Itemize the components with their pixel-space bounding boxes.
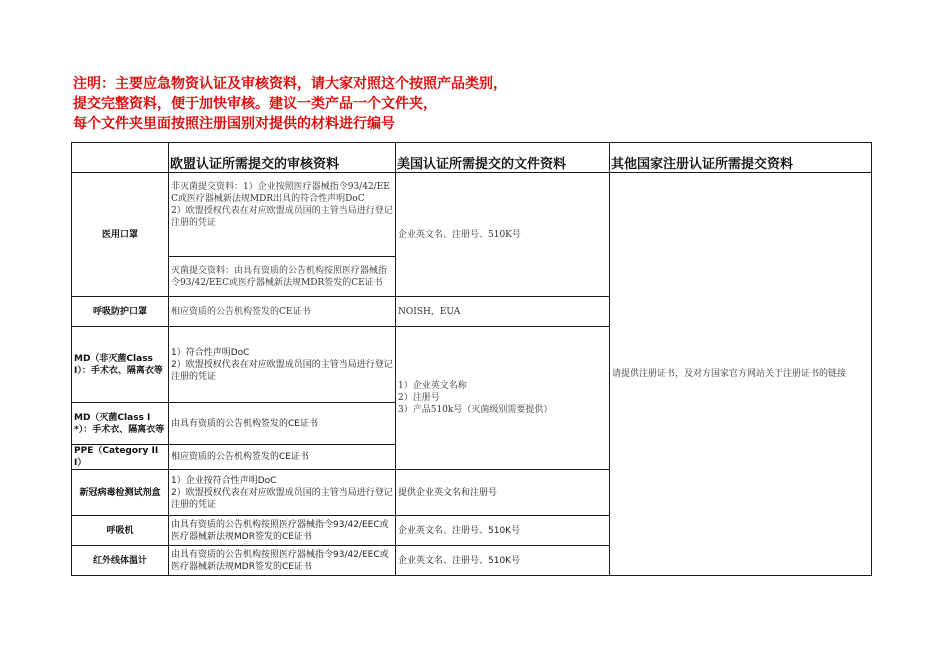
note-line-3: 每个文件夹里面按照注册国别对提供的材料进行编号 (73, 116, 395, 132)
category-thermometer: 红外线体温计 (72, 546, 169, 576)
eu-md-nonsterile: 1）符合性声明DoC 2）欧盟授权代表在对应欧盟成员国的主管当局进行登记注册的凭证 (169, 327, 396, 403)
eu-respirator: 相应资质的公告机构签发的CE证书 (169, 297, 396, 327)
eu-medical-mask-sterile: 灭菌提交资料：由具有资质的公告机构按照医疗器械指令93/42/EEC或医疗器械新法规MDR签发的CE证书 (169, 257, 396, 297)
note-line-1: 注明：主要应急物资认证及审核资料，请大家对照这个按照产品类别， (73, 76, 507, 92)
header-other: 其他国家注册认证所需提交资料 (610, 143, 872, 173)
category-covid-test: 新冠病毒检测试剂盒 (72, 470, 169, 516)
us-md: 1）企业英文名称 2）注册号 3）产品510k号（灭菌级别需要提供） (396, 327, 610, 470)
us-thermometer: 企业英文名、注册号、510K号 (396, 546, 610, 576)
header-category (72, 143, 169, 173)
category-respirator: 呼吸防护口罩 (72, 297, 169, 327)
category-md-nonsterile: MD（非灭菌Class I）：手术衣、隔离衣等 (72, 327, 169, 403)
eu-ppe: 相应资质的公告机构签发的CE证书 (169, 445, 396, 470)
eu-ventilator: 由具有资质的公告机构按照医疗器械指令93/42/EEC或医疗器械新法规MDR签发的CE证书 (169, 516, 396, 546)
category-ppe: PPE（Category III） (72, 445, 169, 470)
category-medical-mask: 医用口罩 (72, 173, 169, 297)
note-line-2: 提交完整资料，便于加快审核。建议一类产品一个文件夹， (73, 96, 437, 112)
us-ventilator: 企业英文名、注册号、510K号 (396, 516, 610, 546)
us-medical-mask: 企业英文名、注册号、510K号 (396, 173, 610, 297)
table-row (72, 173, 872, 257)
eu-thermometer: 由具有资质的公告机构按照医疗器械指令93/42/EEC或医疗器械新法规MDR签发的CE证书 (169, 546, 396, 576)
eu-medical-mask-nonsterile: 非灭菌提交资料：1）企业按照医疗器械指令93/42/EEC或医疗器械新法规MDR出具的符合性声明DoC 2）欧盟授权代表在对应欧盟成员国的主管当局进行登记注册的凭证 (169, 173, 396, 257)
us-respirator: NOISH，EUA (396, 297, 610, 327)
requirements-table (71, 142, 872, 576)
us-covid-test: 提供企业英文名和注册号 (396, 470, 610, 516)
header-row (72, 143, 872, 173)
header-us: 美国认证所需提交的文件资料 (396, 143, 610, 173)
header-eu: 欧盟认证所需提交的审核资料 (169, 143, 396, 173)
category-md-sterile: MD（灭菌Class I*）：手术衣、隔离衣等 (72, 403, 169, 445)
instruction-note (73, 74, 507, 134)
category-ventilator: 呼吸机 (72, 516, 169, 546)
other-countries-requirements: 请提供注册证书，及对方国家官方网站关于注册证书的链接 (610, 173, 872, 576)
eu-covid-test: 1）企业按符合性声明DoC 2）欧盟授权代表在对应欧盟成员国的主管当局进行登记注册的凭证 (169, 470, 396, 516)
eu-md-sterile: 由具有资质的公告机构签发的CE证书 (169, 403, 396, 445)
